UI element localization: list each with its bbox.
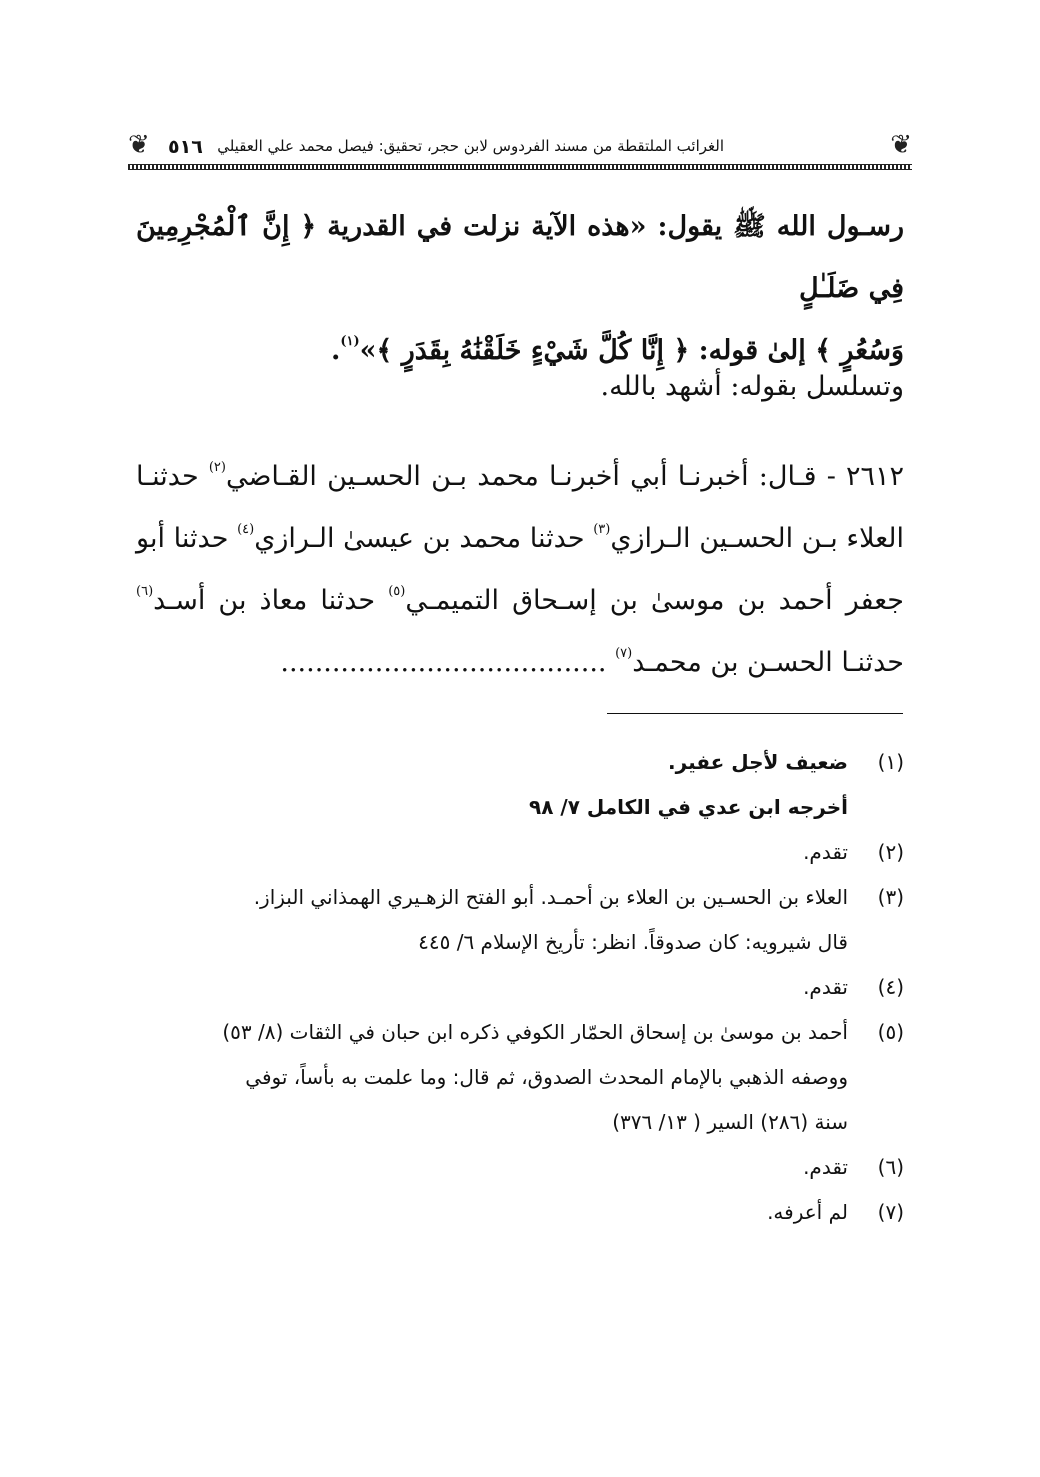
footnote-line: تقدم. [803,1155,848,1179]
footnote-line: ضعيف لأجل عفير. [668,750,848,774]
footnote-line: ووصفه الذهبي بالإمام المحدث الصدوق، ثم قال: وما علمت به بأساً، توفي [245,1065,848,1089]
hadith-text: حدثنـا العلاء بـن الحسـين الـرازي [136,461,904,554]
page-number: ٥١٦ [168,136,203,158]
footnote-item [136,1190,904,1235]
body-block-quote [136,196,904,382]
footnote-item [136,965,904,1010]
footnote-item [136,830,904,875]
footnote-number: (١) [877,750,904,774]
body-line: وَسُعُرٍ ﴾ إلىٰ قوله: ﴿ إِنَّا كُلَّ شَيْءٍ خَلَقْنَٰهُ بِقَدَرٍ ﴾» [359,335,904,366]
footnotes [136,740,904,1235]
hadith-text: حدثنا أبو جعفر أحمد بن موسىٰ بن إسـحاق التميمـي [136,523,904,616]
ornament-left-icon: ❦ [128,130,150,160]
footnote-item [136,1145,904,1190]
footnote-ref: (٣) [593,522,611,537]
footnote-number: (٧) [877,1200,904,1224]
footnote-line: العلاء بن الحسـين بن العلاء بن أحمـد. أبو الفتح الزهـيري الهمذاني البزاز. [253,885,848,909]
footnote-ref: (٢) [208,460,226,475]
body-line: وتسلسل بقوله: أشهد بالله. [600,371,904,402]
footnote-number: (٥) [877,1020,904,1044]
continuation-dots: ...................................... [280,647,616,678]
hadith-text: ٢٦١٢ - قـال: أخبرنـا أبي أخبرنـا محمد بـن الحسـين القـاضي [225,461,904,492]
footnote-line: لم أعرفه. [767,1200,848,1224]
running-header [128,126,912,166]
footnote-item [136,1010,904,1145]
footnote-line: تقدم. [803,840,848,864]
header-title: الغرائب الملتقطة من مسند الفردوس لابن حجر، تحقيق: فيصل محمد علي العقيلي [217,137,724,155]
hadith-text: حدثنا محمد بن عيسىٰ الـرازي [254,523,594,554]
footnote-item [136,740,904,830]
footnote-line: تقدم. [803,975,848,999]
footnote-ref: (٥) [388,584,406,599]
footnote-line: أحمد بن موسىٰ بن إسحاق الحمّار الكوفي ذكره ابن حبان في الثقات (٨/ ٥٣) [222,1020,848,1044]
footnote-item [136,875,904,965]
footnote-ref: (٧) [615,646,633,661]
body-line: رسـول الله ﷺ يقول: «هذه الآية نزلت في القدرية ﴿ إِنَّ ٱلْمُجْرِمِينَ فِي ضَلَـٰلٍ [136,211,904,304]
ornament-right-icon: ❦ [890,130,912,160]
footnote-line: أخرجه ابن عدي في الكامل ٧/ ٩٨ [529,795,848,819]
body-block-continuation [136,356,904,418]
footnote-line: قال شيرويه: كان صدوقاً. انظر: تأريخ الإسلام ٦/ ٤٤٥ [418,930,848,954]
footnote-ref: (٤) [237,522,255,537]
footnote-number: (٣) [877,885,904,909]
body-line-end: . [330,335,341,366]
footnote-ref: (١) [340,334,360,349]
footnote-number: (٤) [877,975,904,999]
hadith-text: حدثنـا الحسـن بن محمـد [632,647,904,678]
hadith-2612 [136,446,904,694]
header-rule [128,164,912,170]
hadith-text: حدثنا معاذ بن أسـد [153,585,389,616]
footnote-ref: (٦) [136,584,154,599]
footnote-number: (٦) [877,1155,904,1179]
footnote-line: سنة (٢٨٦) السير ( ١٣/ ٣٧٦) [612,1110,848,1134]
footnote-separator [607,713,903,714]
footnote-number: (٢) [877,840,904,864]
